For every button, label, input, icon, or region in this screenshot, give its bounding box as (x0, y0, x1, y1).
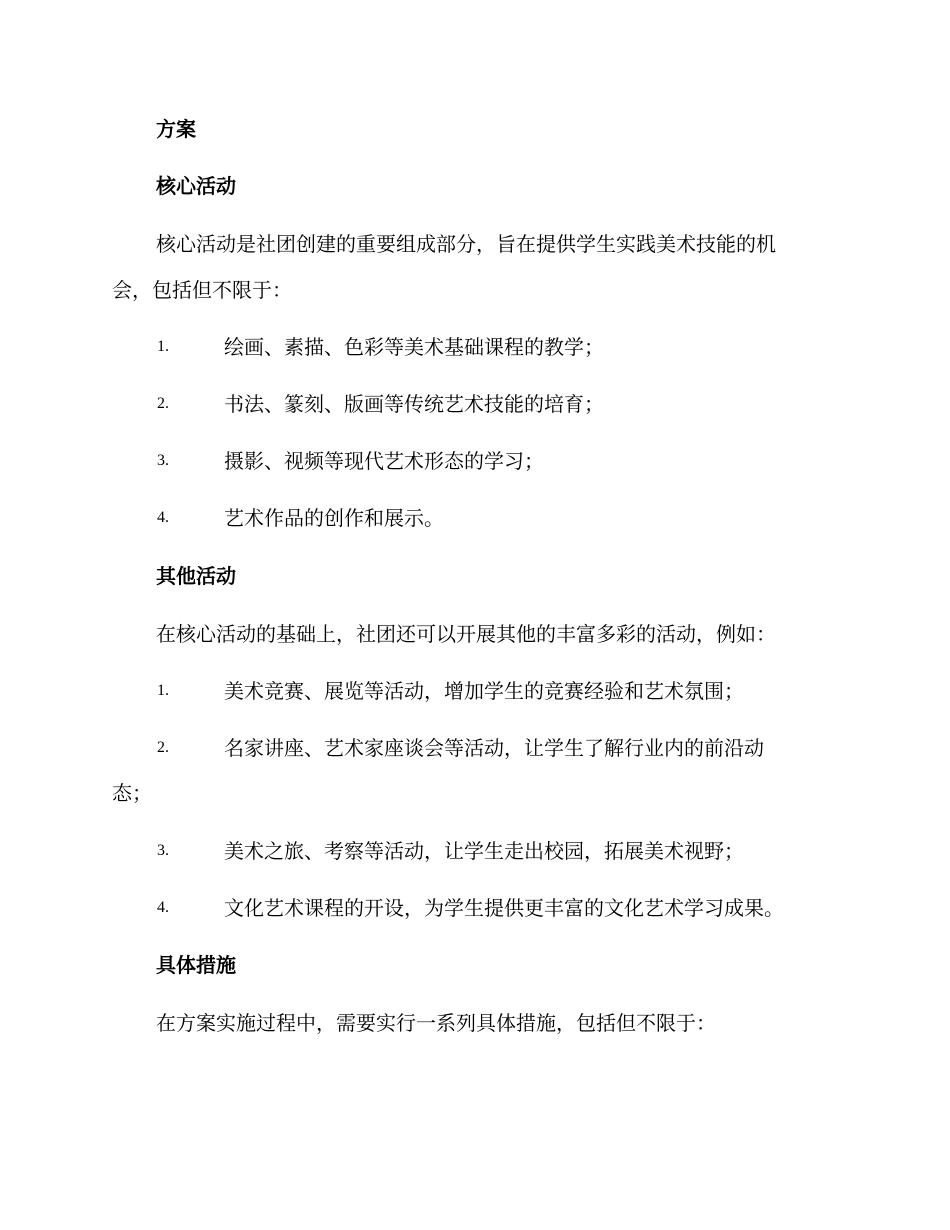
list-number: 2. (157, 739, 169, 756)
list-item: 绘画、素描、色彩等美术基础课程的教学； (224, 335, 604, 359)
list-number: 4. (157, 899, 169, 916)
list-item: 美术之旅、考察等活动，让学生走出校园，拓展美术视野； (224, 839, 744, 863)
paragraph-other-intro: 在核心活动的基础上，社团还可以开展其他的丰富多彩的活动，例如： (156, 622, 776, 646)
paragraph-measures-intro: 在方案实施过程中，需要实行一系列具体措施，包括但不限于： (156, 1011, 716, 1035)
section-heading-specific-measures: 具体措施 (156, 953, 236, 977)
section-heading-core-activities: 核心活动 (156, 174, 236, 198)
list-number: 2. (157, 395, 169, 412)
list-number: 1. (157, 338, 169, 355)
paragraph-core-intro: 核心活动是社团创建的重要组成部分，旨在提供学生实践美术技能的机 (156, 232, 776, 256)
list-number: 3. (157, 452, 169, 469)
list-number: 3. (157, 842, 169, 859)
list-item: 艺术作品的创作和展示。 (224, 506, 444, 530)
list-item: 摄影、视频等现代艺术形态的学习； (224, 449, 544, 473)
section-heading-other-activities: 其他活动 (156, 564, 236, 588)
paragraph-core-intro-cont: 会，包括但不限于： (112, 278, 292, 302)
list-item: 美术竞赛、展览等活动，增加学生的竞赛经验和艺术氛围； (224, 679, 744, 703)
list-item: 书法、篆刻、版画等传统艺术技能的培育； (224, 392, 604, 416)
list-number: 1. (157, 682, 169, 699)
list-item: 名家讲座、艺术家座谈会等活动，让学生了解行业内的前沿动 (224, 736, 764, 760)
list-number: 4. (157, 509, 169, 526)
document-title: 方案 (156, 117, 196, 141)
list-item: 文化艺术课程的开设，为学生提供更丰富的文化艺术学习成果。 (224, 896, 784, 920)
list-item-continuation: 态； (112, 781, 152, 805)
